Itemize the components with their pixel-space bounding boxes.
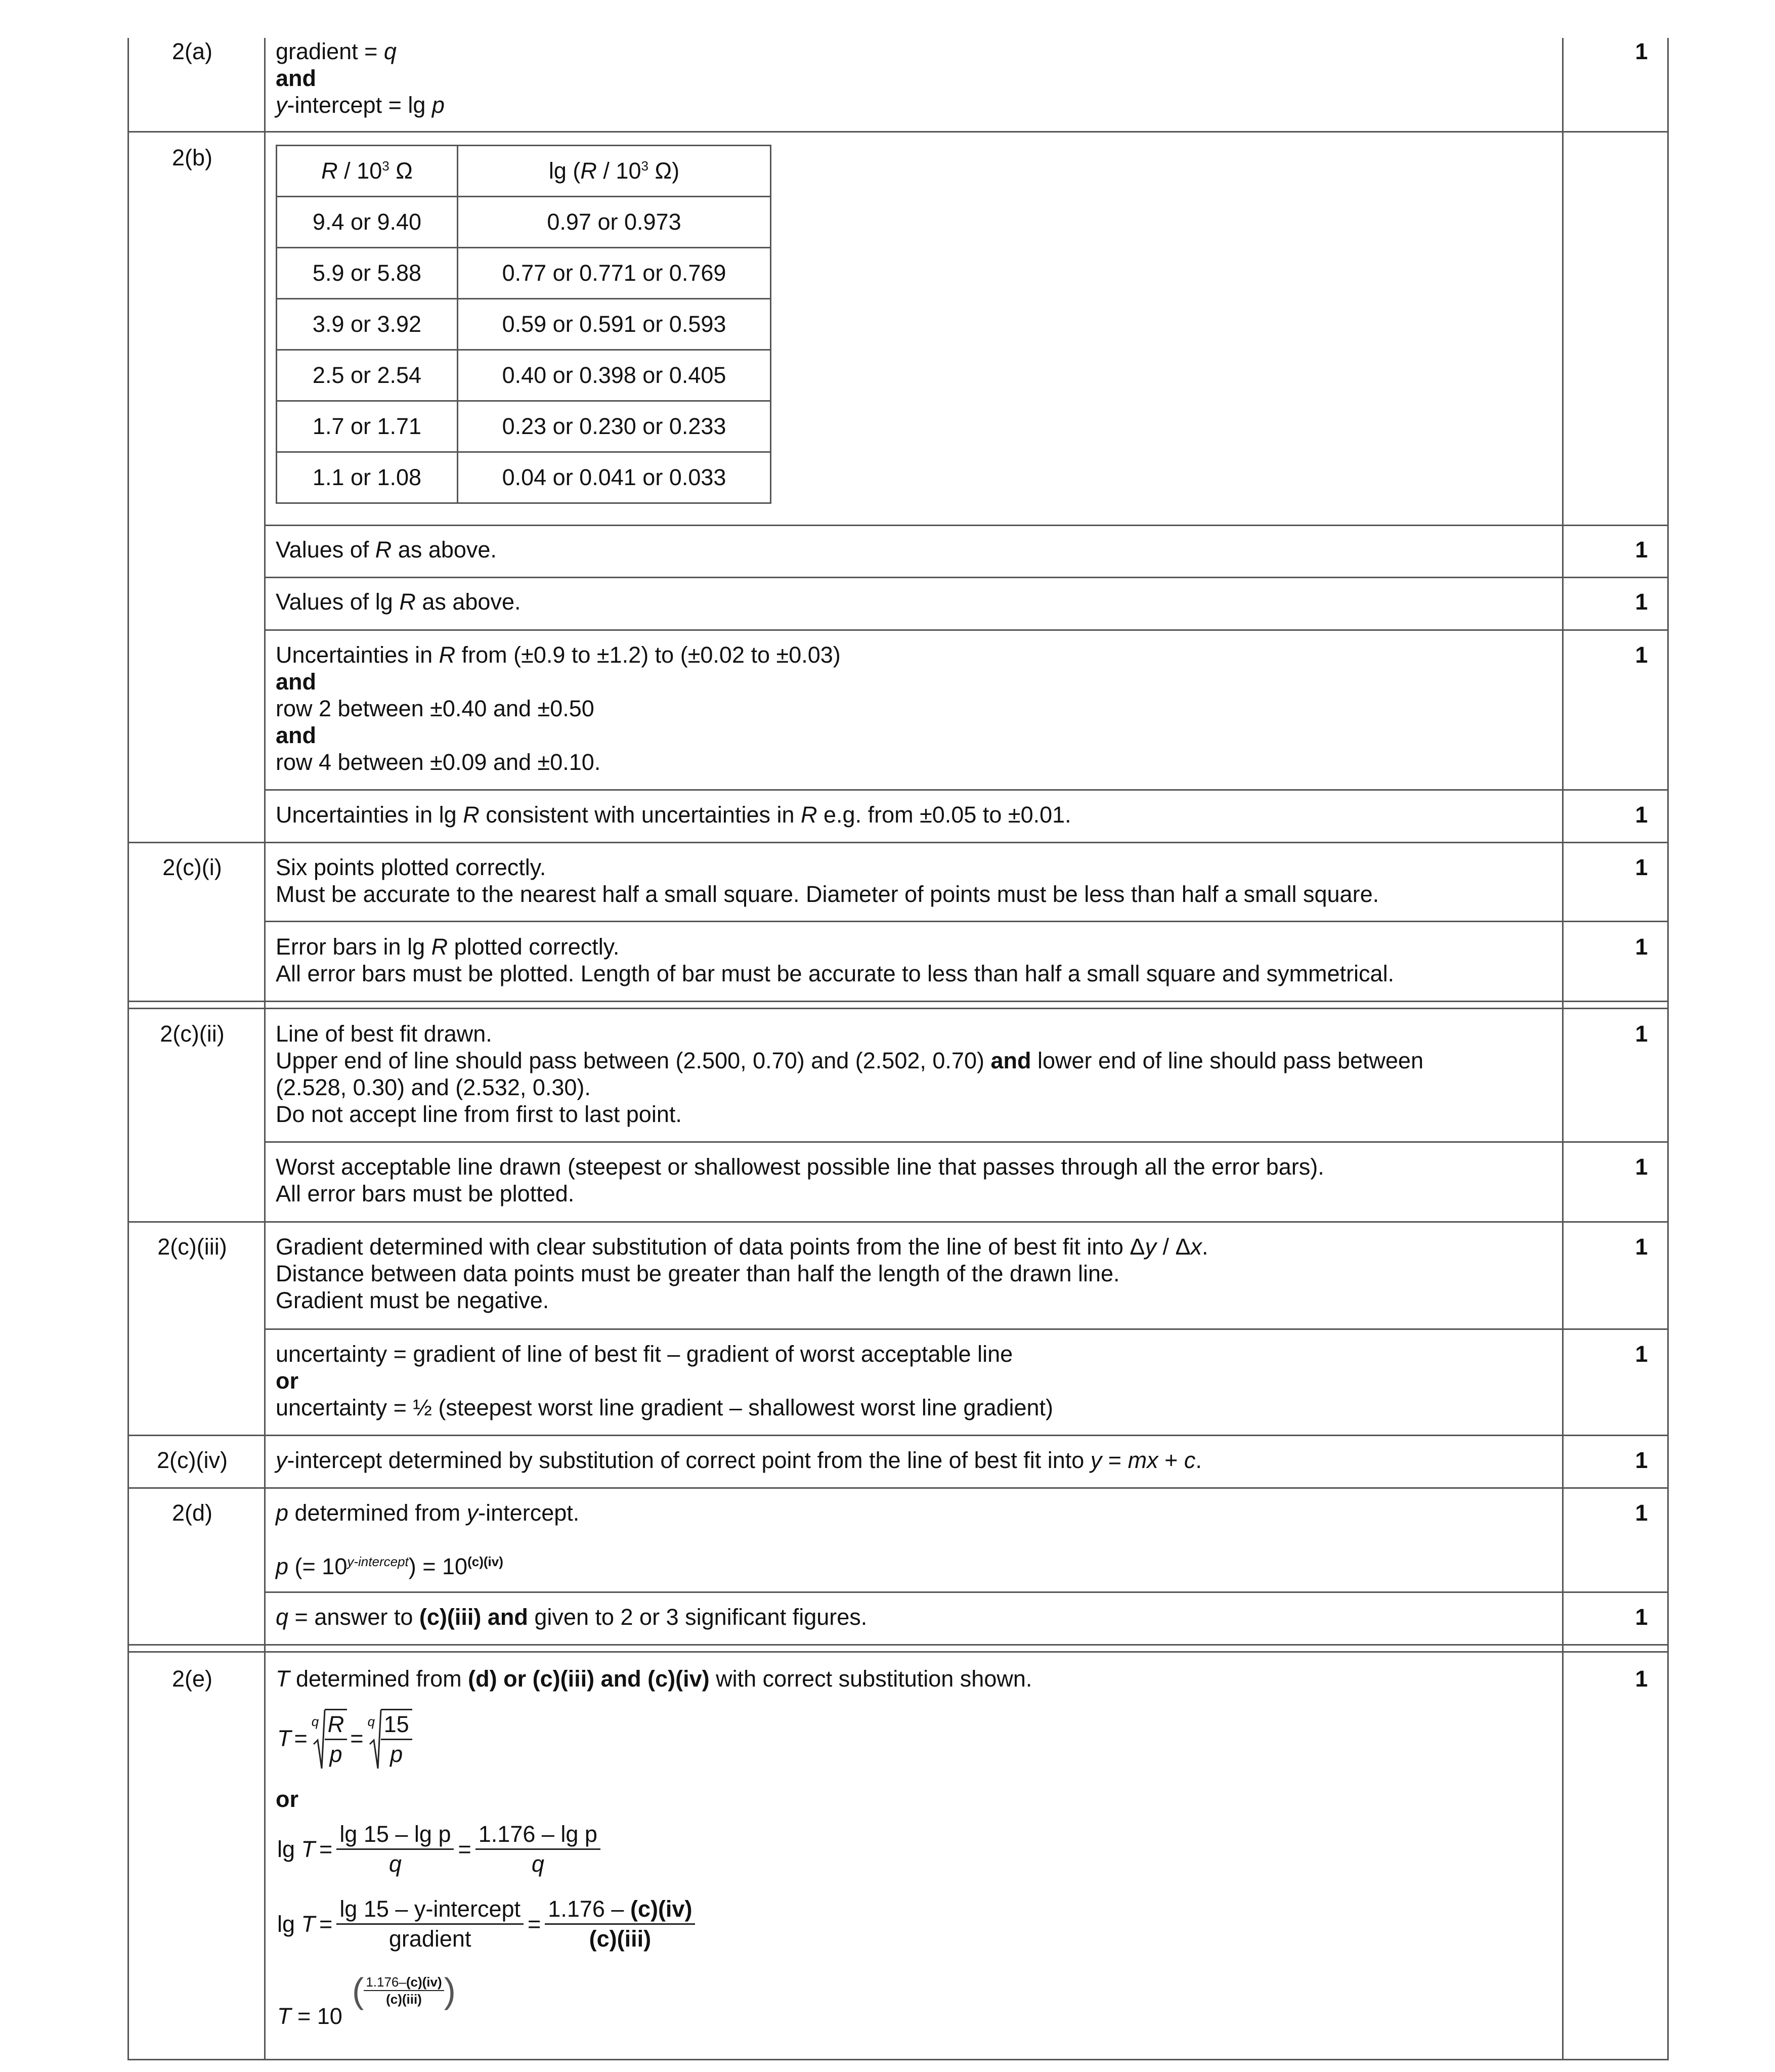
- question-col-divider: [264, 38, 266, 2060]
- mark: 1: [1635, 1154, 1648, 1180]
- mark: 1: [1635, 934, 1648, 960]
- mark-scheme-line: All error bars must be plotted. Length of bar must be accurate to less than half a small square and symmetrical.: [276, 961, 1395, 986]
- question-number: 2(c)(ii): [160, 1021, 225, 1047]
- connector-or: or: [276, 1368, 298, 1394]
- mark-scheme-line: p determined from y-intercept.: [276, 1500, 580, 1526]
- mark-scheme-point: Uncertainties in R from (±0.9 to ±1.2) to (±0.02 to ±0.03): [276, 642, 841, 668]
- mark-scheme-line: Worst acceptable line drawn (steepest or shallowest possible line that passes through all the error bars).: [276, 1154, 1324, 1180]
- mark: 1: [1635, 589, 1648, 615]
- mark-scheme-line: Distance between data points must be greater than half the length of the drawn line.: [276, 1261, 1120, 1286]
- mark-scheme-line: Must be accurate to the nearest half a small square. Diameter of points must be less than half a small square.: [276, 881, 1379, 907]
- table-cell: 0.97 or 0.973: [458, 197, 771, 248]
- mark-scheme-line: uncertainty = gradient of line of best fit – gradient of worst acceptable line: [276, 1341, 1013, 1367]
- table-header-row: [277, 146, 771, 197]
- subrow-sep: [264, 1328, 1669, 1330]
- row-sep-2cii: [127, 1221, 1669, 1223]
- mark-scheme-line: Line of best fit drawn.: [276, 1021, 492, 1047]
- mark: 1: [1635, 802, 1648, 828]
- connector-and: and: [276, 722, 317, 748]
- mark: 1: [1635, 1500, 1648, 1526]
- mark: 1: [1635, 1341, 1648, 1367]
- mark: 1: [1635, 1234, 1648, 1260]
- table-row: [277, 401, 771, 452]
- mark-scheme-point: Values of lg R as above.: [276, 589, 521, 615]
- subrow-sep: [264, 577, 1669, 578]
- answer-line: gradient = q: [276, 38, 397, 64]
- table-row: [277, 350, 771, 401]
- table-cell: 5.9 or 5.88: [277, 248, 458, 299]
- mark-scheme-line: Upper end of line should pass between (2.500, 0.70) and (2.502, 0.70) and lower end of line should pass between: [276, 1048, 1423, 1073]
- mark-scheme-point: Error bars in lg R plotted correctly.: [276, 934, 620, 960]
- row-sep-2civ: [127, 1487, 1669, 1489]
- mark-scheme-line: q = answer to (c)(iii) and given to 2 or 3 significant figures.: [276, 1604, 868, 1630]
- table-header-lg-r: $\lg (R / 10^3$ Ω): [458, 146, 771, 197]
- row-sep-2d-a: [127, 1644, 1669, 1646]
- mark-scheme-line: Six points plotted correctly.: [276, 854, 546, 880]
- row-sep-2d-b: [127, 1651, 1669, 1653]
- subrow-sep: [264, 1591, 1669, 1593]
- mark: 1: [1635, 1447, 1648, 1473]
- question-number: 2(e): [171, 1666, 213, 1692]
- equation-lg-t-2: lg T = $\frac{\text{lg 15 – y-intercept}}{\text{gradient}}$ = $\frac{1.176 - (c)(iv)}{\text{(c)(iii)}}$: [277, 1895, 695, 1953]
- row-sep-2ci-b: [127, 1008, 1669, 1009]
- table-cell: 9.4 or 9.40: [277, 197, 458, 248]
- mark-scheme-line: All error bars must be plotted.: [276, 1181, 575, 1206]
- mark-scheme-line: row 2 between ±0.40 and ±0.50: [276, 696, 594, 721]
- mark: 1: [1635, 1021, 1648, 1047]
- mark-scheme-line: y-intercept determined by substitution of correct point from the line of best fit into y = mx + c.: [276, 1447, 1202, 1473]
- table-cell: 1.1 or 1.08: [277, 452, 458, 503]
- table-row: [277, 452, 771, 503]
- mark-scheme-line: row 4 between ±0.09 and ±0.10.: [276, 749, 601, 775]
- table-row: [277, 197, 771, 248]
- row-sep-2a: [127, 131, 1669, 133]
- mark-scheme-line: Do not accept line from first to last point.: [276, 1101, 682, 1127]
- outer-right-border: [1667, 38, 1669, 2060]
- question-number: 2(a): [171, 38, 213, 64]
- table-row: [277, 248, 771, 299]
- equation-root: T = q $\frac{R}{p}$ = q $\frac{15}{p}$: [277, 1706, 412, 1772]
- row-sep-bottom: [127, 2059, 1669, 2060]
- table-cell: 0.59 or 0.591 or 0.593: [458, 299, 771, 350]
- radical-sign: [313, 1709, 326, 1769]
- table-cell: 0.40 or 0.398 or 0.405: [458, 350, 771, 401]
- subrow-sep: [264, 525, 1669, 526]
- question-number: 2(c)(iii): [157, 1234, 227, 1260]
- question-number: 2(d): [171, 1500, 213, 1526]
- outer-left-border: [127, 38, 129, 2060]
- table-row: [277, 299, 771, 350]
- subrow-sep: [264, 921, 1669, 922]
- mark-scheme-point: Uncertainties in lg R consistent with uncertainties in R e.g. from ±0.05 to ±0.01.: [276, 802, 1071, 828]
- table-cell: 0.77 or 0.771 or 0.769: [458, 248, 771, 299]
- mark-scheme-line: T determined from (d) or (c)(iii) and (c)(iv) with correct substitution shown.: [276, 1666, 1032, 1692]
- connector-and: and: [276, 65, 317, 91]
- mark-scheme-line: Gradient must be negative.: [276, 1287, 549, 1313]
- table-cell: 3.9 or 3.92: [277, 299, 458, 350]
- mark: 1: [1635, 537, 1648, 563]
- answer-line: y-intercept = lg p: [276, 92, 445, 118]
- mark: 1: [1635, 1666, 1648, 1692]
- equation-lg-t-1: lg T = $\frac{\text{lg 15 – lg p}}{q}$ = $\frac{\text{1.176 – lg p}}{q}$: [277, 1820, 600, 1878]
- mark-col-divider: [1562, 38, 1564, 2060]
- row-sep-2b: [127, 842, 1669, 843]
- mark-scheme-line: uncertainty = ½ (steepest worst line gradient – shallowest worst line gradient): [276, 1395, 1054, 1420]
- mark-scheme-point: Values of R as above.: [276, 537, 497, 563]
- subrow-sep: [264, 789, 1669, 791]
- connector-or: or: [276, 1786, 298, 1812]
- question-number: 2(c)(i): [162, 854, 222, 880]
- radical-sign: [369, 1709, 382, 1769]
- mark-scheme-line: Gradient determined with clear substitution of data points from the line of best fit into Δy / Δx.: [276, 1234, 1208, 1260]
- row-sep-2ciii: [127, 1435, 1669, 1436]
- row-sep-2ci-a: [127, 1001, 1669, 1002]
- question-number: 2(c)(iv): [157, 1447, 228, 1473]
- table-header-r: R / $10^3$ Ω: [277, 146, 458, 197]
- table-cell: 1.7 or 1.71: [277, 401, 458, 452]
- resistance-table: [276, 145, 771, 504]
- subrow-sep: [264, 629, 1669, 631]
- question-number: 2(b): [171, 145, 213, 170]
- mark: 1: [1635, 38, 1648, 64]
- table-cell: 0.23 or 0.230 or 0.233: [458, 401, 771, 452]
- table-cell: 0.04 or 0.041 or 0.033: [458, 452, 771, 503]
- subrow-sep: [264, 1141, 1669, 1143]
- mark-scheme-line: (2.528, 0.30) and (2.532, 0.30).: [276, 1074, 591, 1100]
- equation-p: p (= $10^{y-intercept}) = 10^{(c)(iv)}$: [276, 1553, 503, 1579]
- mark: 1: [1635, 854, 1648, 880]
- mark: 1: [1635, 1604, 1648, 1630]
- connector-and: and: [276, 669, 317, 695]
- table-cell: 2.5 or 2.54: [277, 350, 458, 401]
- mark: 1: [1635, 642, 1648, 668]
